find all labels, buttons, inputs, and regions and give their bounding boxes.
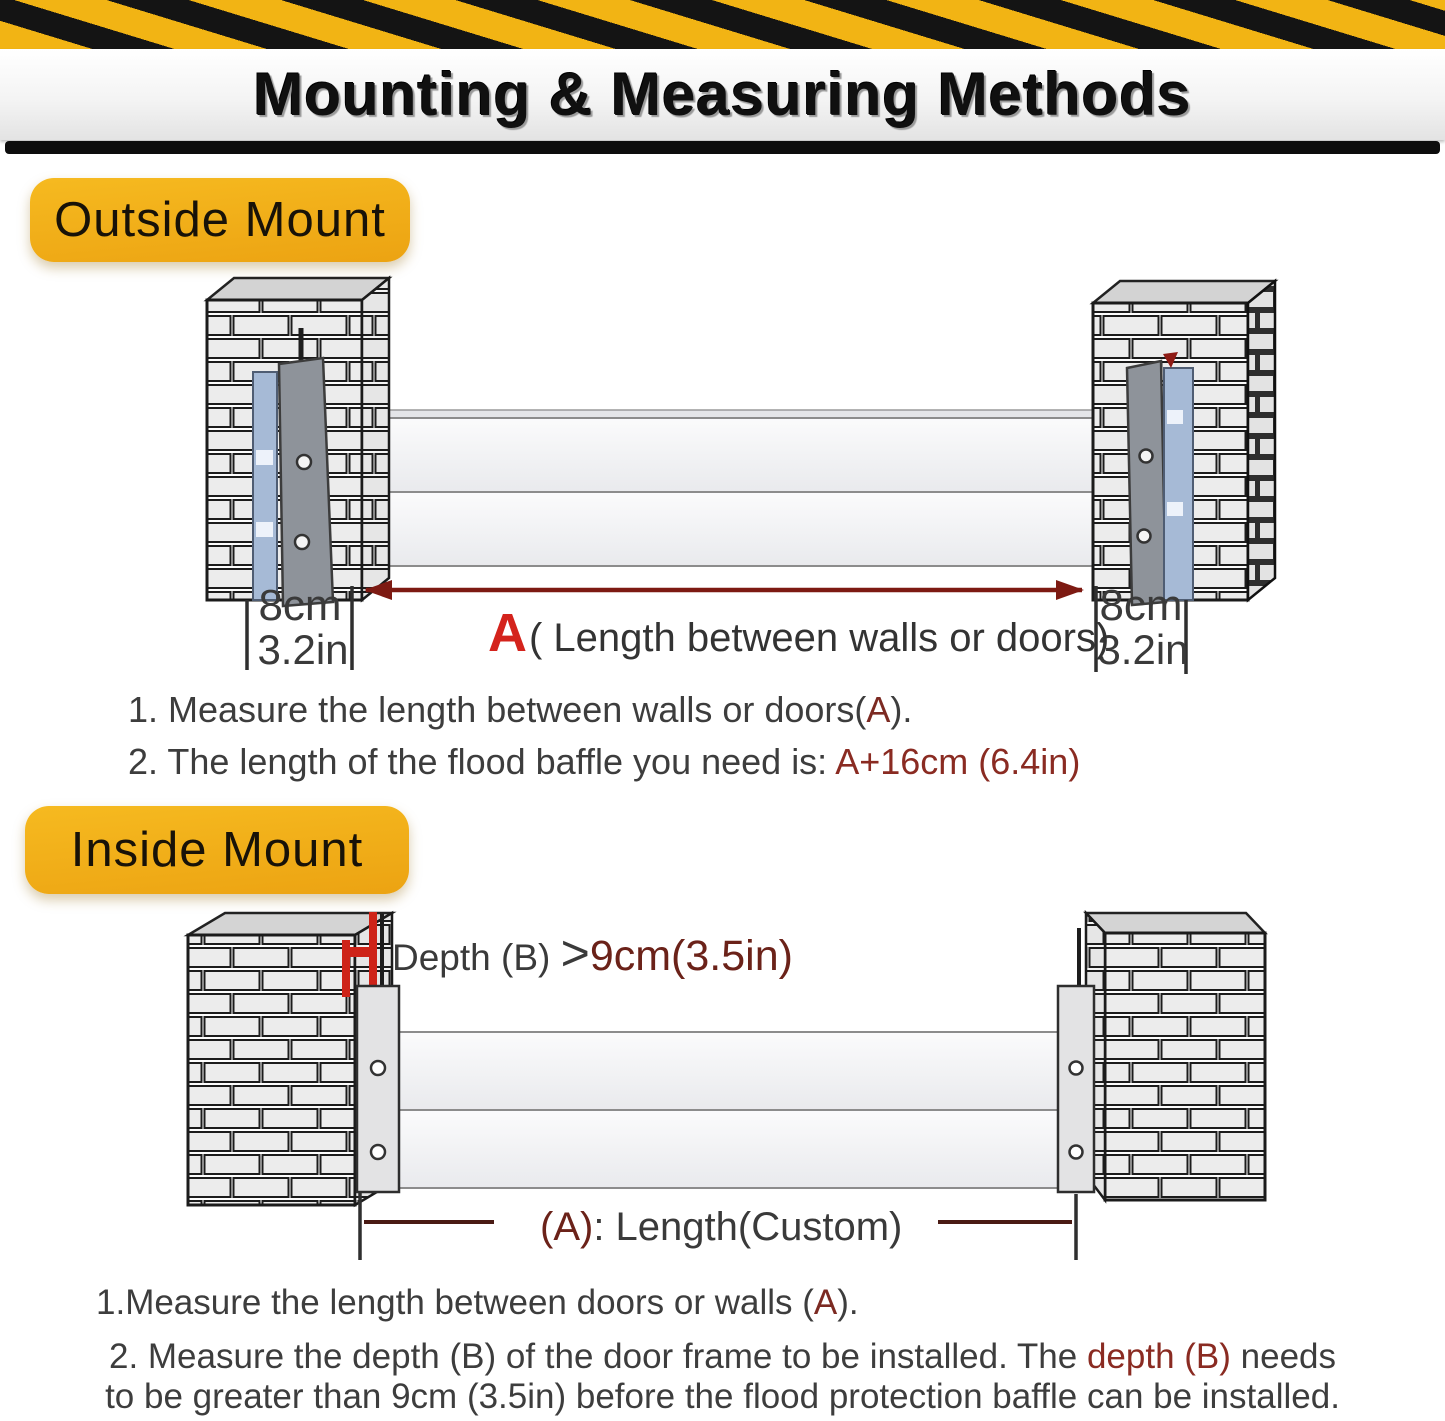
inside-step-2: 2. Measure the depth (B) of the door frame to be installed. The depth (B) needs to be greater than 9cm (3.5in) before the flood protection baffle can be installed. <box>105 1337 1340 1416</box>
outside-step-2: 2. The length of the flood baffle you need is: A+16cm (6.4in) <box>128 741 1081 782</box>
flood-baffle <box>330 410 1142 566</box>
depth-label: Depth (B) >9cm(3.5in) <box>392 925 793 981</box>
inside-mount-label-text: Inside Mount <box>70 823 364 877</box>
measurement-annotation <box>247 580 1189 674</box>
length-annotation <box>360 1192 1076 1260</box>
banner-underline <box>5 141 1440 154</box>
outside-mount-label-text: Outside Mount <box>54 193 386 247</box>
span-label: A( Length between walls or doors) <box>488 603 1110 663</box>
gap-left-cm: 8cm <box>258 581 342 630</box>
gap-right-cm: 8cm <box>1099 581 1183 630</box>
page-title: Mounting & Measuring Methods <box>253 61 1192 128</box>
mounting-channel-right <box>1127 352 1193 605</box>
outside-step-1: 1. Measure the length between walls or doors(A). <box>128 689 913 730</box>
inside-mount-label <box>25 806 409 894</box>
outside-mount-label <box>30 178 410 262</box>
hazard-stripes <box>0 0 1445 49</box>
outside-mount-steps <box>128 689 1081 796</box>
inside-step-1: 1.Measure the length between doors or walls (A). <box>96 1283 859 1322</box>
gap-left-in: 3.2in <box>257 626 349 673</box>
outside-mount-diagram <box>0 268 1445 680</box>
span-arrow-icon <box>364 580 1084 600</box>
title-band <box>0 49 1445 140</box>
banner <box>0 0 1445 156</box>
flood-baffle <box>398 1032 1058 1188</box>
length-label: (A): Length(Custom) <box>540 1205 903 1249</box>
gap-right-in: 3.2in <box>1097 626 1189 673</box>
brick-pillar-right <box>1086 913 1265 1200</box>
inside-mount-diagram <box>0 900 1445 1272</box>
